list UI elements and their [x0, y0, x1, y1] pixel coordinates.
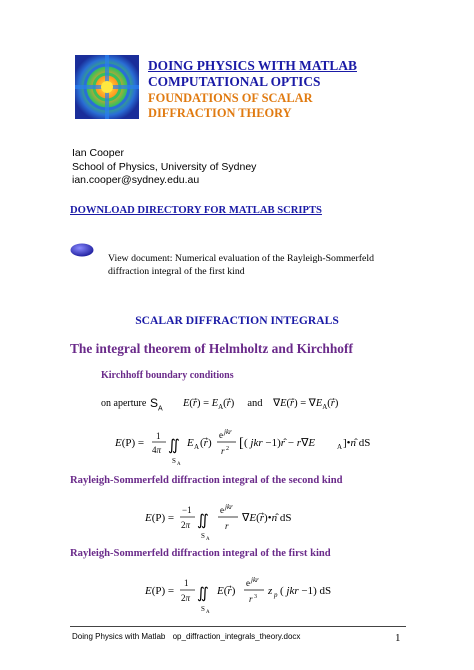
aperture-symbol-sub: A [158, 405, 163, 413]
aperture-symbol [150, 396, 163, 412]
svg-text:E(P) =: E(P) = [145, 585, 175, 597]
author-block [72, 147, 256, 188]
equation-helmholtz-kirchhoff [115, 425, 375, 467]
svg-text:S: S [172, 457, 176, 465]
svg-text:A: A [206, 537, 210, 542]
matlab-logo-icon [75, 55, 139, 119]
author-name: Ian Cooper [72, 147, 124, 159]
svg-text:1: 1 [156, 431, 161, 441]
svg-text:S: S [201, 532, 205, 540]
svg-text:∬: ∬ [168, 438, 180, 454]
svg-text:E(P) =: E(P) = [145, 512, 175, 524]
view-document-line-2: diffraction integral of the first kind [108, 266, 245, 277]
svg-text:∇E(r⃗)•n̂ dS: ∇E(r⃗)•n̂ dS [242, 512, 292, 524]
svg-text:E(P) =: E(P) = [115, 437, 145, 449]
svg-text:−1: −1 [182, 505, 192, 515]
aperture-label: on aperture [101, 398, 147, 409]
title-line-1[interactable]: DOING PHYSICS WITH MATLAB [148, 58, 357, 73]
bullet-oval-icon [70, 243, 94, 257]
svg-text:4π: 4π [152, 445, 162, 455]
svg-text:∬: ∬ [197, 513, 209, 529]
subtitle-line-2: DIFFRACTION THEORY [148, 106, 292, 120]
svg-text:( jkr −1) dS: ( jkr −1) dS [280, 585, 332, 597]
svg-text:e: e [220, 505, 224, 515]
svg-text:z: z [268, 585, 273, 597]
svg-text:e: e [246, 578, 250, 588]
svg-text:S: S [201, 605, 205, 613]
svg-text:r: r [225, 521, 229, 531]
aperture-symbol-main: S [150, 396, 159, 410]
author-email: ian.cooper@sydney.edu.au [72, 174, 200, 186]
svg-text:r: r [221, 446, 225, 456]
title-line-3 [148, 91, 313, 121]
svg-text:E: E [187, 437, 194, 449]
equation-rs-first-kind [145, 571, 332, 615]
subheading-kirchhoff: Kirchhoff boundary conditions [101, 370, 234, 381]
svg-text:1: 1 [184, 578, 189, 588]
svg-text:jkr: jkr [224, 428, 232, 436]
svg-text:3: 3 [254, 594, 257, 600]
svg-text:2: 2 [226, 446, 229, 452]
svg-text:A: A [177, 462, 181, 467]
svg-text:e: e [219, 430, 223, 440]
footer-divider [70, 626, 406, 627]
svg-text:jkr: jkr [225, 503, 233, 511]
download-link[interactable]: DOWNLOAD DIRECTORY FOR MATLAB SCRIPTS [70, 205, 322, 216]
svg-text:A: A [206, 610, 210, 615]
svg-text:jkr: jkr [251, 576, 259, 584]
subtitle-line-1: FOUNDATIONS OF SCALAR [148, 91, 313, 105]
equation-rs-second-kind [145, 498, 315, 542]
footer-doc-name: op_diffraction_integrals_theory.docx [172, 632, 301, 641]
view-document-link[interactable] [108, 252, 374, 278]
svg-text:]•n̂ dS: ]•n̂ dS [343, 437, 371, 449]
view-document-line-1: View document: Numerical evaluation of the Rayleigh-Sommerfeld [108, 253, 375, 264]
footer [72, 632, 305, 641]
and-word: and [247, 398, 263, 409]
title-line-2: COMPUTATIONAL OPTICS [148, 74, 321, 89]
svg-text:∬: ∬ [197, 586, 209, 602]
svg-text:[: [ [239, 436, 244, 451]
svg-text:p: p [274, 591, 278, 599]
page-number: 1 [395, 632, 401, 644]
svg-text:A: A [194, 443, 200, 451]
section-heading-rs-second: Rayleigh-Sommerfeld diffraction integral of the second kind [70, 475, 343, 486]
svg-text:( jkr −1)r̂ − r∇E: ( jkr −1)r̂ − r∇E [244, 437, 316, 449]
author-affiliation: School of Physics, University of Sydney [72, 160, 257, 173]
footer-title: Doing Physics with Matlab [72, 632, 166, 641]
svg-text:2π: 2π [181, 520, 191, 530]
svg-text:A: A [337, 443, 343, 451]
section-heading-helmholtz: The integral theorem of Helmholtz and Kirchhoff [70, 341, 353, 356]
equation-boundary-conditions: E(r⃗) = $E_A(r⃗)$ and ∇E(r⃗) = $\nabla E_A(r⃗)$ [183, 398, 339, 412]
svg-text:(r⃗): (r⃗) [200, 437, 212, 449]
svg-text:r: r [249, 594, 253, 604]
section-heading-scalar: SCALAR DIFFRACTION INTEGRALS [135, 314, 339, 327]
svg-text:E(r⃗): E(r⃗) [217, 585, 236, 597]
svg-text:2π: 2π [181, 593, 191, 603]
section-heading-rs-first: Rayleigh-Sommerfeld diffraction integral of the first kind [70, 548, 331, 559]
